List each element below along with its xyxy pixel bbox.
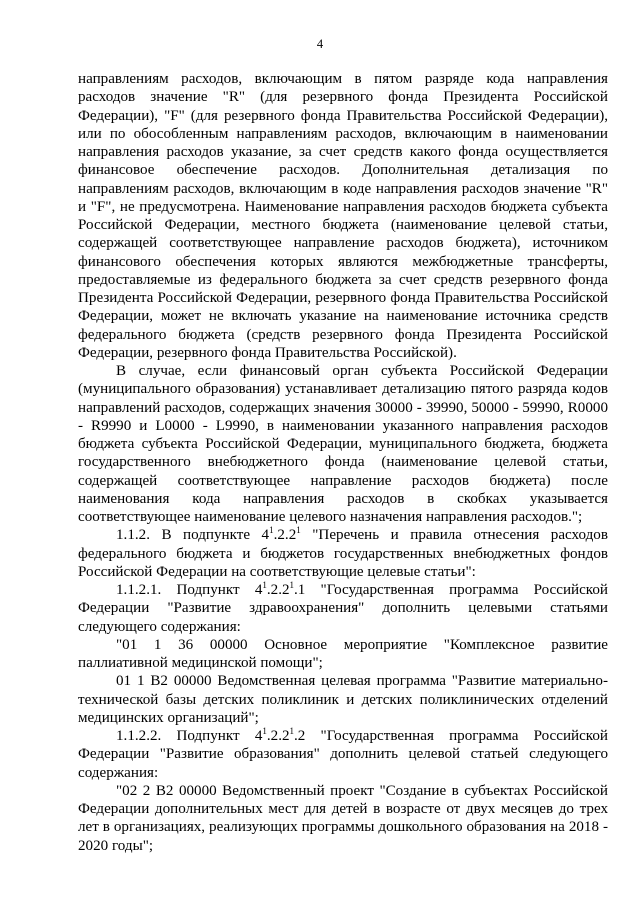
paragraph-reserve-fund-expenses: направлениям расходов, включающим в пятом разряде кода направления расходов значение "R" (для резервного фонда Президента Российской Федерации), "F" (для резервного фонда Правительства Российской Федерации), или по обособленным направлениям расходов, включающим в наименовании направления расходов указание, за счет средств какого фонда осуществляется финансовое обеспечение расходов. Дополнительная детализация по направлениям расходов, включающим в коде направления расходов значение "R" и "F", не предусмотрена. Наименование направления расходов бюджета субъекта Российской Федерации, местного бюджета (наименование целевой статьи, содержащей соответствующее направление расходов бюджета), источником финансового обеспечения которых являются межбюджетные трансферты, предоставляемые из федерального бюджета за счет средств резервного фонда Президента Российской Федерации, резервного фонда Правительства Российской Федерации, может не включать указание на наименование источника средств федерального бюджета (средств резервного фонда Президента Российской Федерации, резервного фонда Правительства Российской). <box>78 71 608 361</box>
paragraph-text: 1.1.2. В подпункте 4 <box>116 527 270 544</box>
page-number: 4 <box>316 37 324 51</box>
paragraph-text: .2.2 <box>273 527 297 544</box>
paragraph-text: .2.2 <box>266 728 290 744</box>
paragraph-text: "Перечень и правила отнесения расходов федерального бюджета и бюджетов государственных внебюджетных фондов Российской Федерации на соответствующие целевые статьи": <box>78 527 608 580</box>
paragraph-1-1-2-2 <box>78 727 608 782</box>
paragraph-financial-body-detailing: В случае, если финансовый орган субъекта Российской Федерации (муниципального образования) устанавливает детализацию пятого разряда кодов направлений расходов, содержащих значения 30000 - 39990, 50000 - 59990, R0000 - R9990 и L0000 - L9990, в наименовании указанного направления расходов бюджета субъекта Российской Федерации, муниципального бюджета, бюджета государственного внебюджетного фонда (наименование целевой статьи, содержащей соответствующее направление расходов бюджета) после наименования кода направления расходов в скобках указывается соответствующее наименование целевого назначения направления расходов."; <box>78 363 608 525</box>
paragraph-text: 1.1.2.1. Подпункт 4 <box>116 582 263 598</box>
paragraph-target-item-01-1-36: "01 1 36 00000 Основное мероприятие "Комплексное развитие паллиативной медицинской помощи"; <box>78 636 608 671</box>
document-body <box>78 70 608 855</box>
superscript: 1 <box>296 525 301 536</box>
paragraph-text: .2 "Государственная программа Российской Федерации "Развитие образования" дополнить целевой статьей следующего содержания: <box>78 728 608 781</box>
superscript: 1 <box>289 726 295 736</box>
superscript: 1 <box>262 726 267 736</box>
paragraph-target-item-02-2-v2: "02 2 В2 00000 Ведомственный проект "Создание в субъектах Российской Федерации дополнительных мест для детей в возрасте от двух месяцев до трех лет в организациях, реализующих программы дошкольного образования на 2018 - 2020 годы"; <box>78 782 608 854</box>
paragraph-target-item-01-1-v2: 01 1 В2 00000 Ведомственная целевая программа "Развитие материально-технической базы детских поликлиник и детских поликлинических отделений медицинских организаций"; <box>78 673 608 726</box>
superscript: 1 <box>269 525 274 536</box>
paragraph-1-1-2 <box>78 526 608 581</box>
superscript: 1 <box>289 580 295 590</box>
paragraph-1-1-2-1 <box>78 581 608 636</box>
superscript: 1 <box>262 580 267 590</box>
paragraph-text: .1 "Государственная программа Российской Федерации "Развитие здравоохранения" дополнить целевыми статьями следующего содержания: <box>78 582 608 635</box>
paragraph-text: 1.1.2.2. Подпункт 4 <box>116 728 263 744</box>
paragraph-text: .2.2 <box>266 582 290 598</box>
